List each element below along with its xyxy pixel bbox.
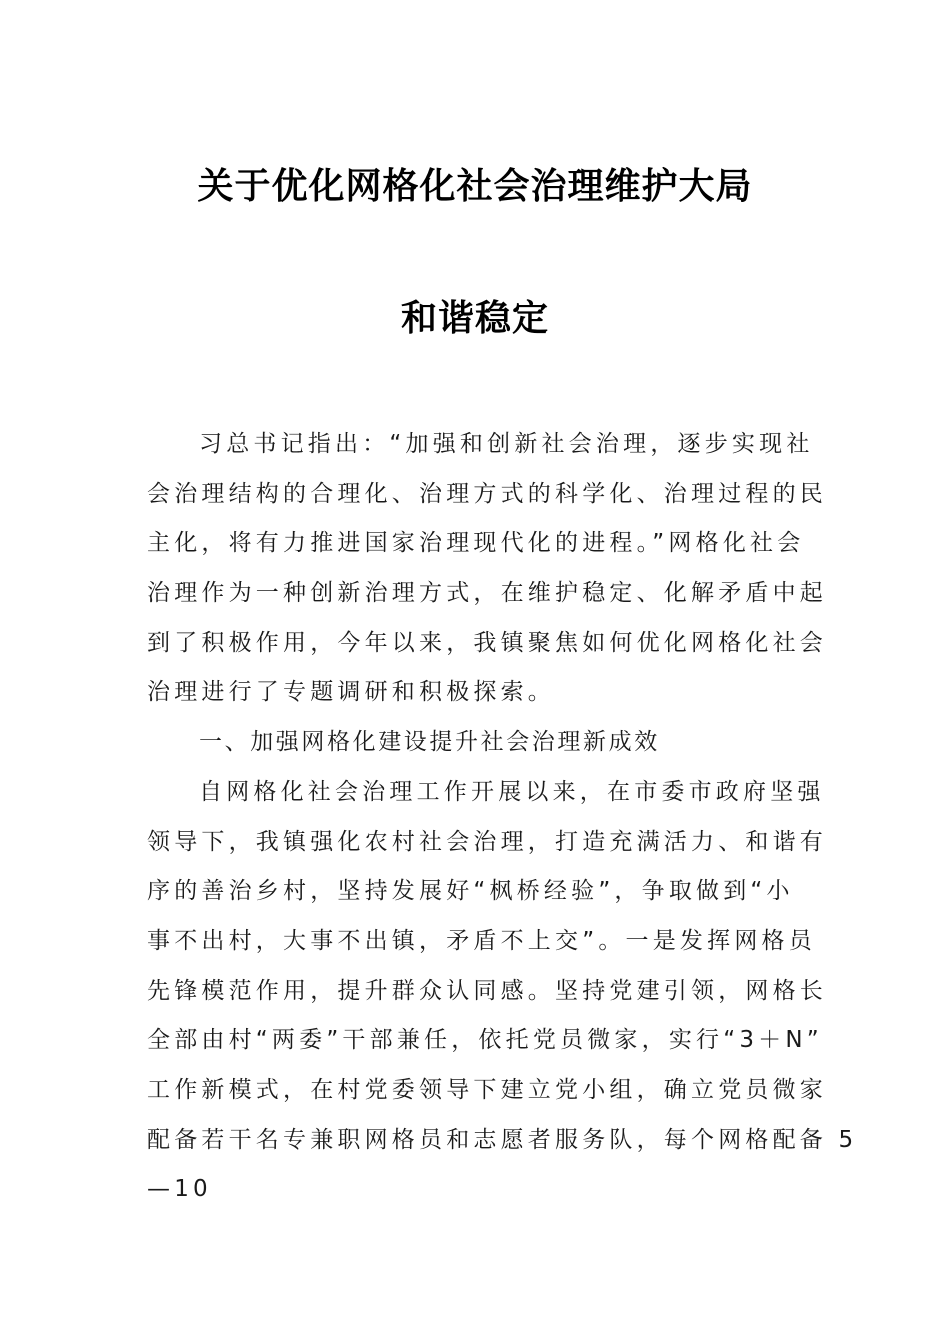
body-line: 事不出村，大事不出镇，矛盾不上交”。一是发挥网格员 bbox=[147, 927, 816, 954]
body-line: 自网格化社会治理工作开展以来，在市委市政府坚强 bbox=[199, 778, 825, 805]
body-line: 治理进行了专题调研和积极探索。 bbox=[147, 679, 555, 706]
body-line: 主化，将有力推进国家治理现代化的进程。”网格化社会 bbox=[147, 530, 805, 557]
body-line: 治理作为一种创新治理方式，在维护稳定、化解矛盾中起 bbox=[147, 580, 827, 607]
body-line: —10 bbox=[147, 1176, 212, 1203]
body-line: 到了积极作用，今年以来，我镇聚焦如何优化网格化社会 bbox=[147, 629, 827, 656]
body-line: 习总书记指出：“加强和创新社会治理，逐步实现社 bbox=[199, 431, 814, 457]
body-line: 领导下，我镇强化农村社会治理，打造充满活力、和谐有 bbox=[147, 828, 827, 855]
body-line: 配备若干名专兼职网格员和志愿者服务队，每个网格配备 5 bbox=[147, 1126, 858, 1153]
document-body bbox=[147, 420, 858, 1215]
body-line: 先锋模范作用，提升群众认同感。坚持党建引领，网格长 bbox=[147, 977, 827, 1004]
body-line: 序的善治乡村，坚持发展好“枫桥经验”，争取做到“小 bbox=[147, 878, 794, 905]
document-title-line-2: 和谐稳定 bbox=[400, 297, 549, 339]
body-line: 会治理结构的合理化、治理方式的科学化、治理过程的民 bbox=[147, 480, 827, 507]
body-line: 全部由村“两委”干部兼任，依托党员微家，实行“3＋N” bbox=[147, 1027, 823, 1054]
section-heading: 一、加强网格化建设提升社会治理新成效 bbox=[199, 729, 660, 756]
body-line: 工作新模式，在村党委领导下建立党小组，确立党员微家 bbox=[147, 1076, 827, 1103]
document-title-line-1: 关于优化网格化社会治理维护大局 bbox=[197, 165, 753, 207]
